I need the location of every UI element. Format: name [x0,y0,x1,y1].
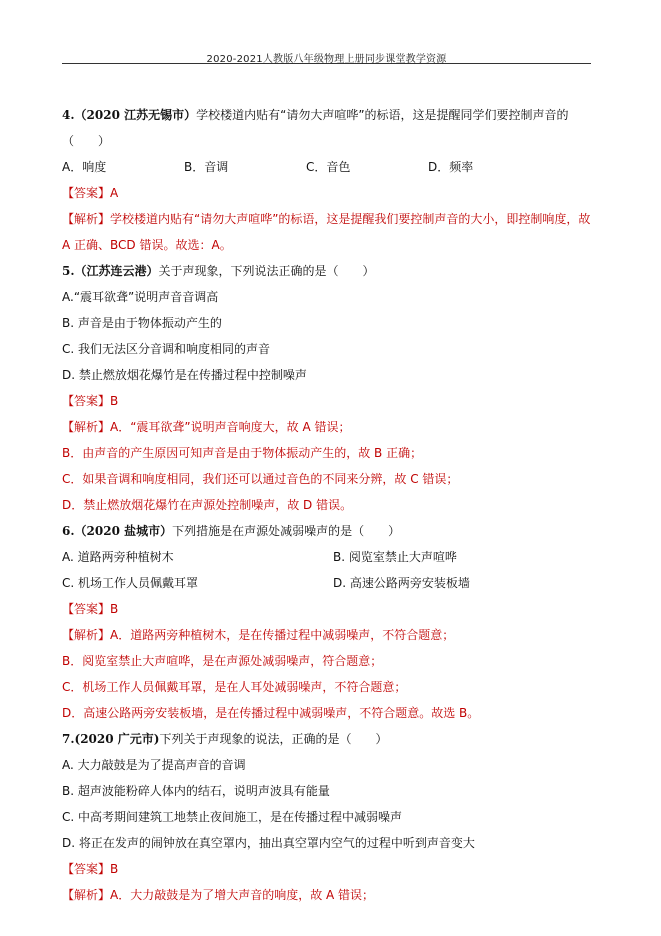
question-4-options [62,154,597,180]
question-7-answer: 【答案】B [62,862,119,876]
question-6-analysis-line: 【解析】A．道路两旁种植树木，是在传播过程中减弱噪声，不符合题意； [62,628,455,642]
question-5-analysis-line: 【解析】A．“震耳欲聋”说明声音响度大，故 A 错误； [62,420,351,434]
page-header-title: 2020-2021人教版八年级物理上册同步课堂教学资源 [206,54,447,65]
question-6-analysis-line: C．机场工作人员佩戴耳罩，是在人耳处减弱噪声，不符合题意； [62,680,407,694]
question-6-answer: 【答案】B [62,602,119,616]
option-c: C. 我们无法区分音调和响度相同的声音 [62,342,271,356]
option-a: A. 道路两旁种植树木 [62,550,174,564]
question-7-stem [62,726,597,752]
question-7-text: 下列关于声现象的说法，正确的是（ ） [159,732,388,746]
question-4-tag: 4.（2020 江苏无锡市） [62,108,197,122]
question-5-analysis-line: B．由声音的产生原因可知声音是由于物体振动产生的，故 B 正确； [62,446,423,460]
question-4-analysis-line: 【解析】学校楼道内贴有“请勿大声喧哗”的标语，这是提醒我们要控制声音的大小，即控制响度，故 [62,212,591,226]
option-c: C. 机场工作人员佩戴耳罩 [62,576,199,590]
option-c: C．音色 [306,160,351,174]
option-d: D. 禁止燃放烟花爆竹是在传播过程中控制噪声 [62,368,307,382]
question-5-text: 关于声现象，下列说法正确的是（ ） [158,264,375,278]
question-5-answer: 【答案】B [62,394,119,408]
question-5-analysis-line: C．如果音调和响度相同，我们还可以通过音色的不同来分辨，故 C 错误； [62,472,459,486]
option-c: C. 中高考期间建筑工地禁止夜间施工，是在传播过程中减弱噪声 [62,810,403,824]
option-d: D. 将正在发声的闹钟放在真空罩内，抽出真空罩内空气的过程中听到声音变大 [62,836,475,850]
option-b: B. 阅览室禁止大声喧哗 [333,550,457,564]
question-6-stem [62,518,597,544]
option-b: B. 超声波能粉碎人体内的结石，说明声波具有能量 [62,784,330,798]
question-6-analysis-line: B．阅览室禁止大声喧哗，是在声源处减弱噪声，符合题意； [62,654,383,668]
question-5-stem [62,258,597,284]
question-5-analysis-line: D．禁止燃放烟花爆竹在声源处控制噪声，故 D 错误。 [62,498,353,512]
option-a: A.“震耳欲聋”说明声音音调高 [62,290,219,304]
option-b: B．音调 [184,160,229,174]
option-a: A. 大力敲鼓是为了提高声音的音调 [62,758,246,772]
question-6-text: 下列措施是在声源处减弱噪声的是（ ） [172,524,401,538]
question-5-tag: 5.（江苏连云港） [62,264,159,278]
header-divider [62,63,591,64]
question-4-answer: 【答案】A [62,186,119,200]
question-7-analysis-line: 【解析】A．大力敲鼓是为了增大声音的响度，故 A 错误； [62,888,375,902]
question-6-tag: 6.（2020 盐城市） [62,524,173,538]
option-b: B. 声音是由于物体振动产生的 [62,316,222,330]
question-6-options-row-1 [62,544,597,570]
option-a: A．响度 [62,160,107,174]
option-d: D．频率 [428,160,474,174]
document-body [62,102,597,908]
question-4-stem [62,102,597,154]
question-4-text: 学校楼道内贴有“请勿大声喧哗”的标语，这是提醒同学们要控制声音的（ ） [62,108,569,148]
question-6-options-row-2 [62,570,597,596]
question-4-analysis-line: A 正确、BCD 错误。故选：A。 [62,238,232,252]
option-d: D. 高速公路两旁安装板墙 [333,576,470,590]
question-6-analysis-line: D．高速公路两旁安装板墙，是在传播过程中减弱噪声，不符合题意。故选 B。 [62,706,480,720]
question-7-tag: 7.(2020 广元市) [62,732,160,746]
